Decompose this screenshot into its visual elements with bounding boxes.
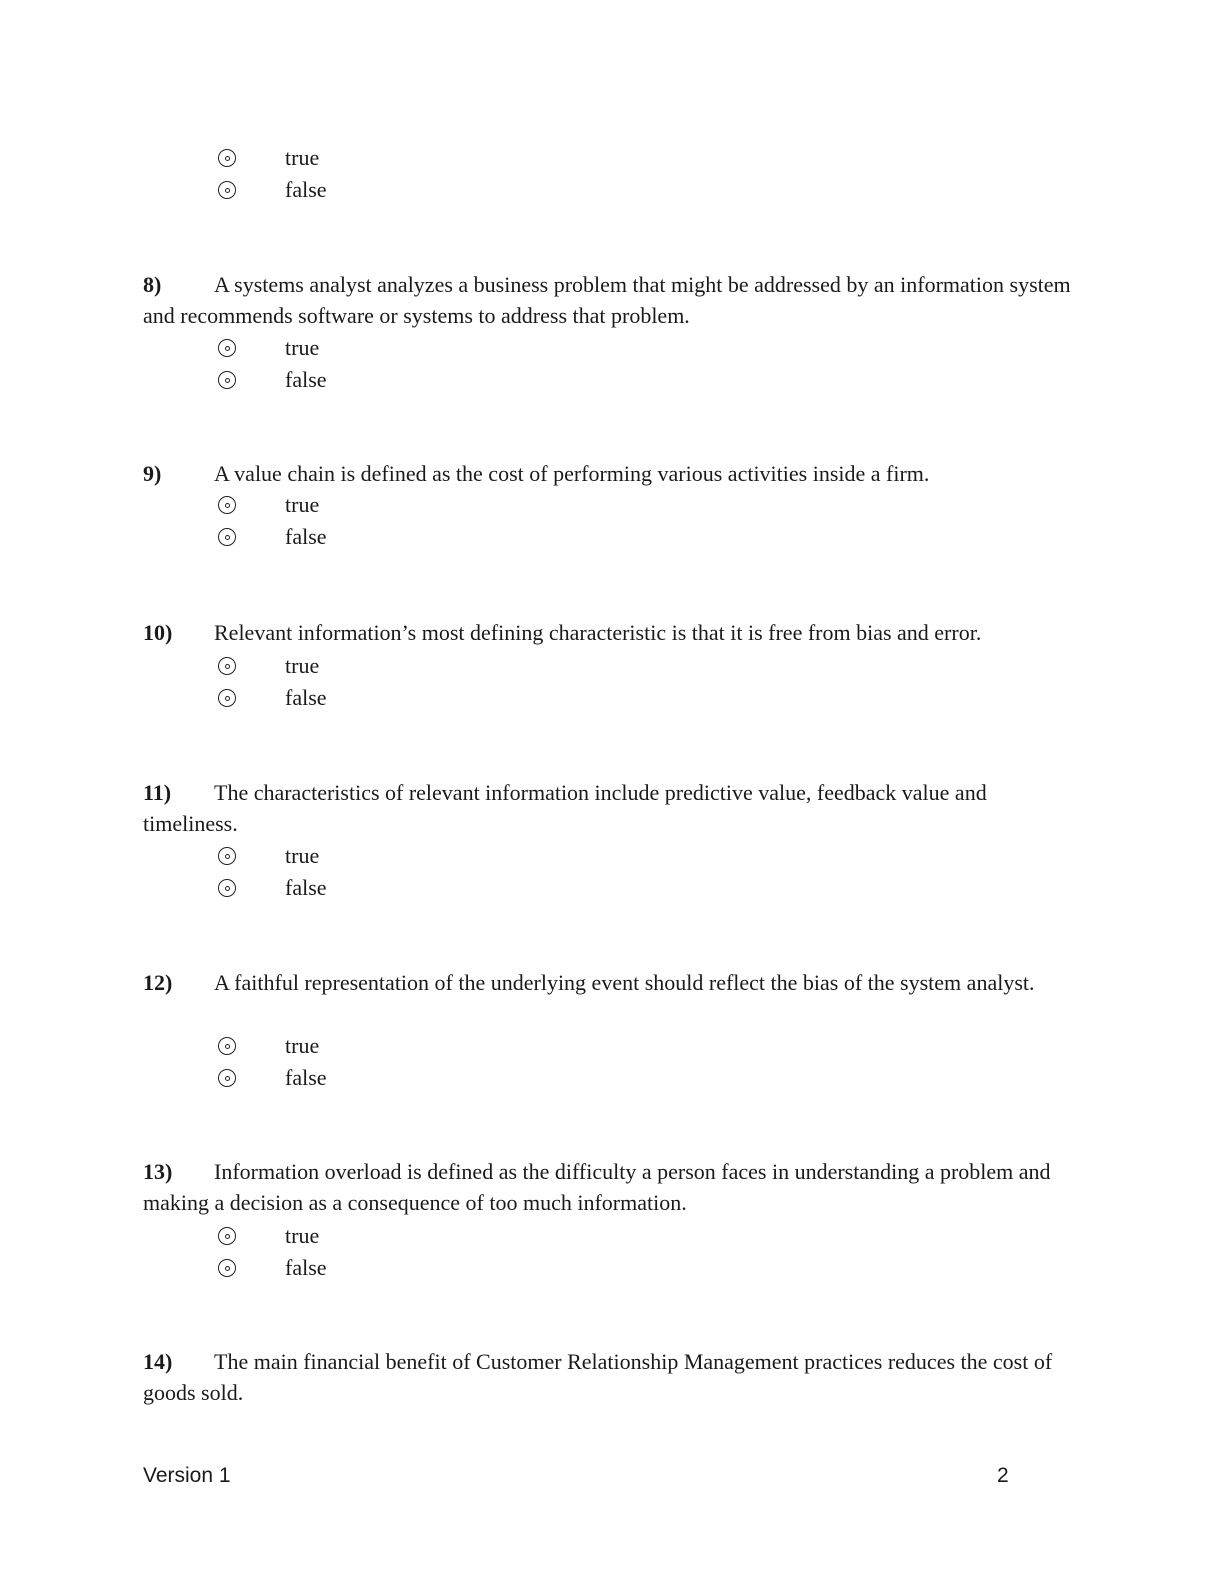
- radio-button-icon[interactable]: [218, 847, 236, 865]
- answer-options: [214, 840, 327, 904]
- question-text: The main financial benefit of Customer Relationship Management practices reduces the cost of goods sold.: [143, 1349, 1053, 1405]
- option-label: true: [285, 335, 320, 360]
- radio-button-icon[interactable]: [218, 181, 236, 199]
- option-false[interactable]: [214, 872, 327, 904]
- question-number: 10): [143, 620, 173, 645]
- answer-options: [214, 1220, 327, 1284]
- question-number: 11): [143, 780, 172, 805]
- question-text: Relevant information’s most defining characteristic is that it is free from bias and error.: [214, 620, 982, 645]
- option-label: true: [285, 492, 320, 517]
- option-label: true: [285, 1223, 320, 1248]
- option-label: false: [285, 367, 327, 392]
- radio-button-icon[interactable]: [218, 657, 236, 675]
- option-label: true: [285, 653, 320, 678]
- option-label: true: [285, 843, 320, 868]
- option-true[interactable]: [214, 840, 320, 872]
- radio-button-icon[interactable]: [218, 339, 236, 357]
- question-10: [143, 617, 1083, 648]
- question-8: [143, 269, 1083, 331]
- radio-button-icon[interactable]: [218, 1259, 236, 1277]
- option-true[interactable]: [214, 1220, 320, 1252]
- radio-button-icon[interactable]: [218, 371, 236, 389]
- radio-button-icon[interactable]: [218, 496, 236, 514]
- option-label: false: [285, 1065, 327, 1090]
- option-false[interactable]: [214, 1252, 327, 1284]
- footer-page-number: 2: [997, 1464, 1009, 1487]
- radio-button-icon[interactable]: [218, 1069, 236, 1087]
- option-label: false: [285, 524, 327, 549]
- question-14: [143, 1346, 1083, 1408]
- radio-button-icon[interactable]: [218, 689, 236, 707]
- option-false[interactable]: [214, 174, 327, 206]
- radio-button-icon[interactable]: [218, 528, 236, 546]
- option-true[interactable]: [214, 489, 320, 521]
- answer-options: [214, 142, 327, 206]
- option-true[interactable]: [214, 332, 320, 364]
- radio-button-icon[interactable]: [218, 1037, 236, 1055]
- question-number: 8): [143, 272, 162, 297]
- question-number: 13): [143, 1159, 173, 1184]
- question-13: [143, 1156, 1083, 1218]
- question-text: The characteristics of relevant information include predictive value, feedback value and timeliness.: [143, 780, 987, 836]
- option-label: false: [285, 685, 327, 710]
- question-text: Information overload is defined as the difficulty a person faces in understanding a problem and making a decision as a consequence of too much information.: [143, 1159, 1051, 1215]
- option-label: false: [285, 1255, 327, 1280]
- question-9: [143, 458, 1083, 489]
- question-number: 12): [143, 970, 173, 995]
- answer-options: [214, 332, 327, 396]
- question-text: A value chain is defined as the cost of performing various activities inside a firm.: [214, 461, 930, 486]
- option-true[interactable]: [214, 1030, 320, 1062]
- option-true[interactable]: [214, 650, 320, 682]
- question-12: [143, 967, 1083, 998]
- question-text: A systems analyst analyzes a business problem that might be addressed by an information system and recommends software or systems to address that problem.: [143, 272, 1071, 328]
- question-text: A faithful representation of the underlying event should reflect the bias of the system analyst.: [214, 970, 1035, 995]
- option-false[interactable]: [214, 682, 327, 714]
- radio-button-icon[interactable]: [218, 879, 236, 897]
- answer-options: [214, 1030, 327, 1094]
- question-11: [143, 777, 1083, 839]
- answer-options: [214, 489, 327, 553]
- option-true[interactable]: [214, 142, 320, 174]
- question-number: 9): [143, 461, 162, 486]
- option-false[interactable]: [214, 1062, 327, 1094]
- radio-button-icon[interactable]: [218, 149, 236, 167]
- option-label: false: [285, 177, 327, 202]
- answer-options: [214, 650, 327, 714]
- question-number: 14): [143, 1349, 173, 1374]
- option-label: false: [285, 875, 327, 900]
- option-label: true: [285, 145, 320, 170]
- option-label: true: [285, 1033, 320, 1058]
- footer-version: Version 1: [143, 1464, 231, 1487]
- option-false[interactable]: [214, 364, 327, 396]
- option-false[interactable]: [214, 521, 327, 553]
- radio-button-icon[interactable]: [218, 1227, 236, 1245]
